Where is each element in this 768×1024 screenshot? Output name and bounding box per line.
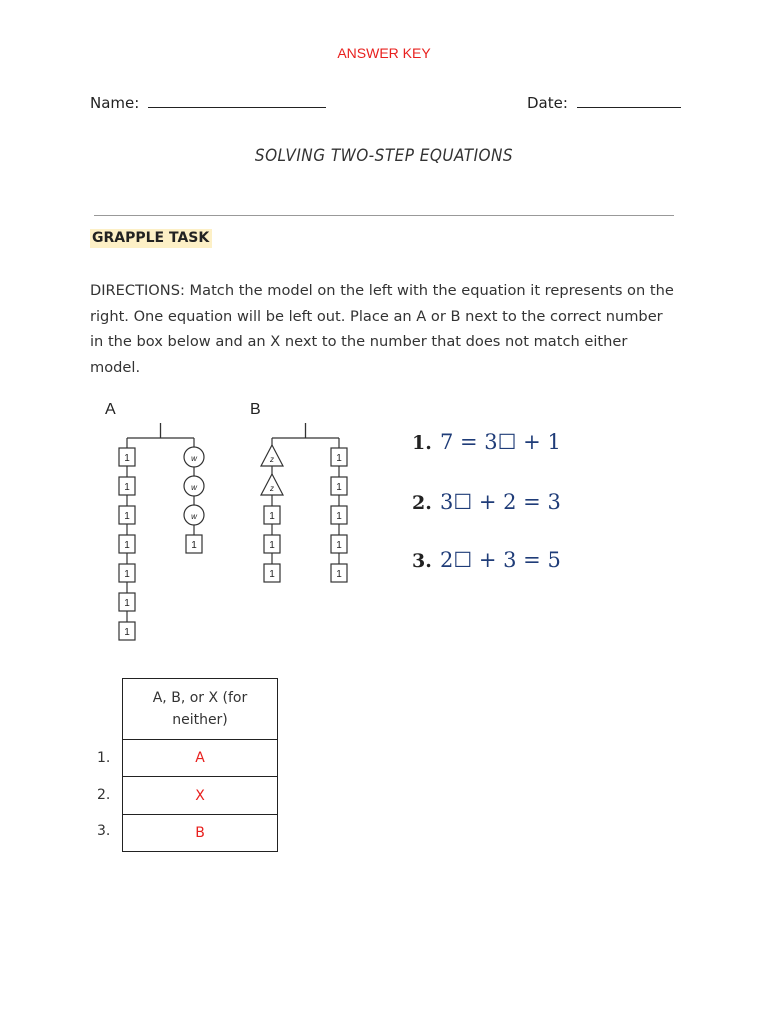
date-field [527, 94, 681, 112]
equation-number: 2. [412, 492, 432, 514]
equation-3 [412, 548, 561, 572]
hanger-item-label: w [191, 512, 197, 521]
model-b-label: B [250, 401, 261, 418]
hanger-item-label: 1 [336, 482, 342, 493]
hanger-item-label: 1 [124, 453, 130, 464]
equation-2 [412, 490, 561, 514]
hanger-item-label: w [191, 454, 197, 463]
row-label-2: 2. [97, 787, 111, 803]
date-blank-line[interactable] [577, 95, 681, 108]
name-field [90, 94, 326, 112]
name-blank-line[interactable] [148, 95, 326, 108]
hanger-item-label: 1 [124, 511, 130, 522]
hanger-item-label: w [191, 483, 197, 492]
hanger-item-label: 1 [124, 627, 130, 638]
section-divider [94, 215, 674, 216]
hanger-item-label: z [270, 484, 274, 493]
equation-text: 2☐ + 3 = 5 [440, 548, 561, 572]
hanger-item-label: 1 [269, 569, 275, 580]
directions-text: DIRECTIONS: Match the model on the left with the equation it represents on the right. One equation will be left out. Place an A or B next to the correct number in the box below and an X next to the number that does not match either model. [90, 282, 674, 376]
hanger-item-label: 1 [336, 453, 342, 464]
hanger-item-label: 1 [269, 540, 275, 551]
answer-cell-3[interactable]: B [123, 815, 278, 852]
hanger-item-label: 1 [336, 540, 342, 551]
equation-number: 3. [412, 550, 432, 572]
row-label-1: 1. [97, 750, 111, 766]
table-header-row [123, 679, 278, 740]
equation-text: 7 = 3☐ + 1 [440, 430, 561, 454]
table-row [123, 815, 278, 852]
equation-1 [412, 430, 561, 454]
hanger-item-label: z [270, 455, 274, 464]
equation-number: 1. [412, 432, 432, 454]
hanger-item-label: 1 [269, 511, 275, 522]
hanger-item-label: 1 [191, 540, 197, 551]
answer-table [122, 678, 278, 852]
answer-cell-2[interactable]: X [123, 777, 278, 815]
date-label: Date: [527, 94, 568, 112]
hanger-item-label: 1 [336, 569, 342, 580]
model-a-label: A [105, 401, 116, 418]
name-label: Name: [90, 94, 140, 112]
hanger-item-label: 1 [124, 540, 130, 551]
answer-key-label: ANSWER KEY [337, 45, 431, 61]
hanger-item-label: 1 [124, 598, 130, 609]
table-row [123, 777, 278, 815]
hanger-item-label: 1 [124, 569, 130, 580]
worksheet-title: SOLVING TWO-STEP EQUATIONS [254, 146, 514, 166]
row-label-3: 3. [97, 823, 111, 839]
hanger-models-figure [95, 390, 385, 650]
hanger-item-label: 1 [124, 482, 130, 493]
grapple-task-heading: GRAPPLE TASK [90, 229, 212, 248]
table-header-cell: A, B, or X (for neither) [123, 679, 278, 740]
hanger-item-label: 1 [336, 511, 342, 522]
table-row [123, 740, 278, 777]
answer-cell-1[interactable]: A [123, 740, 278, 777]
equation-text: 3☐ + 2 = 3 [440, 490, 561, 514]
